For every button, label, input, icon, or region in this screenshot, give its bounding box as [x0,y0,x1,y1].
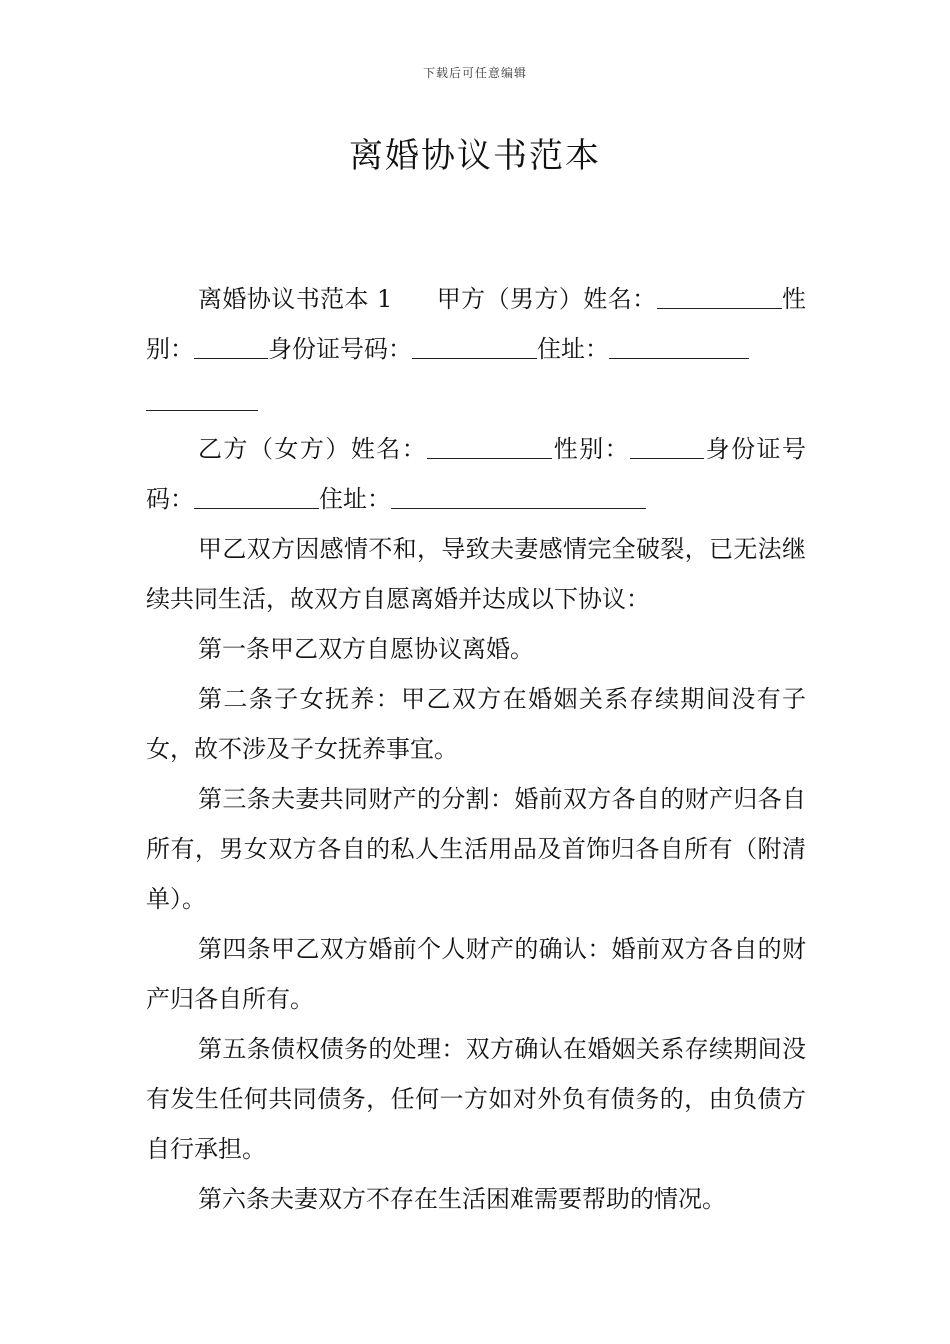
party-a-address-continuation [146,374,806,424]
document-body [146,274,806,1224]
party-b-address-blank [391,480,646,509]
party-a-intro: 离婚协议书范本 1 [198,285,393,313]
document-title: 离婚协议书范本 [349,136,601,176]
article-3: 第三条夫妻共同财产的分割：婚前双方各自的财产归各自所有，男女双方各自的私人生活用品及首饰归各自所有（附清单）。 [146,785,806,913]
party-a-address-blank [609,330,749,359]
article-4: 第四条甲乙双方婚前个人财产的确认：婚前双方各自的财产归各自所有。 [146,935,806,1013]
party-a-address-blank-cont [146,382,258,411]
party-b-address-label: 住址： [319,485,391,513]
header-note: 下载后可任意编辑 [422,66,527,80]
party-b-name-label: 乙方（女方）姓名： [198,435,428,463]
party-a-gender-blank [194,330,268,359]
party-b-name-blank [427,430,552,459]
party-b-id-label-2: 号码： [146,435,807,513]
party-b-gender-blank [630,430,704,459]
party-b-gender-label: 性别： [552,435,631,463]
article-6: 第六条夫妻双方不存在生活困难需要帮助的情况。 [198,1185,726,1213]
party-a-id-label: 身份证号码： [268,335,412,363]
party-a-id-blank [412,330,537,359]
party-a-address-label: 住址： [537,335,609,363]
party-a-name-label: 甲方（男方）姓名： [436,285,657,313]
article-2: 第二条子女抚养：甲乙双方在婚姻关系存续期间没有子女，故不涉及子女抚养事宜。 [146,685,806,763]
party-a-gender-label: 性别： [146,285,807,363]
article-1: 第一条甲乙双方自愿协议离婚。 [198,635,534,663]
party-b-id-blank [194,480,319,509]
article-5: 第五条债权债务的处理：双方确认在婚姻关系存续期间没有发生任何共同债务，任何一方如对外负有债务的，由负债方自行承担。 [146,1035,806,1163]
party-a-paragraph [146,274,806,374]
party-b-id-label-1: 身份证 [704,435,783,463]
agreement-preamble: 甲乙双方因感情不和，导致夫妻感情完全破裂，已无法继续共同生活，故双方自愿离婚并达成以下协议： [146,535,806,613]
party-b-paragraph [146,424,806,524]
party-a-name-blank [657,280,782,309]
